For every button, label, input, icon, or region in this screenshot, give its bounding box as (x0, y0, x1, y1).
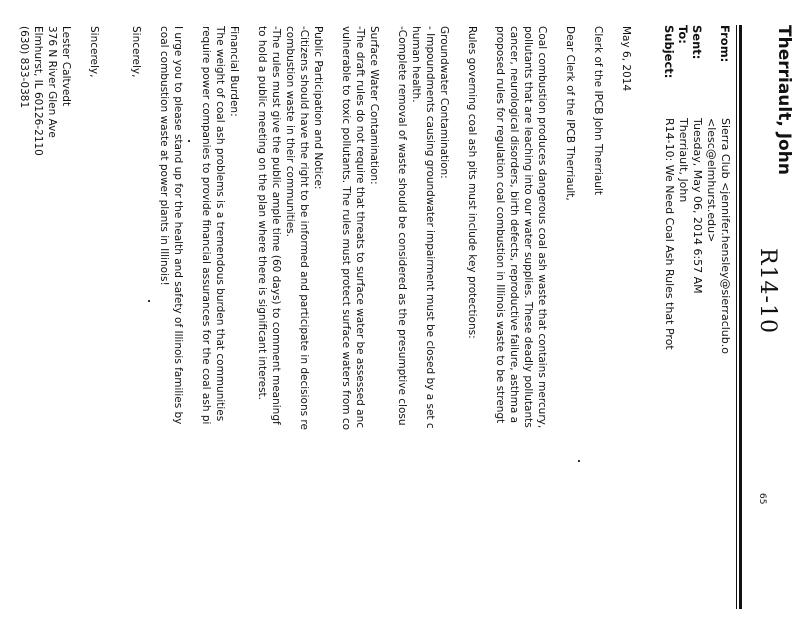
groundwater-line: - Impoundments causing groundwater impairment must be closed by a set c (424, 26, 436, 429)
rules-intro: Rules governing coal ash pits must include key protections: (466, 26, 478, 339)
public-participation-line: -Citizens should have the right to be informed and participate in decisions re (298, 26, 310, 430)
to-label: To: (676, 25, 690, 44)
to-value: Therriault, John (677, 118, 690, 203)
closing-salutation: Sincerely, (88, 26, 100, 78)
scan-speck (148, 300, 150, 302)
financial-line: The weight of coal ash problems is a tremendous burden that communities (214, 26, 226, 422)
signature-name: Lester Caltvedt (60, 26, 72, 107)
public-participation-line: to hold a public meeting on the plan where there is significant interest. (256, 26, 268, 401)
intro-line: Coal combustion produces dangerous coal ash waste that contains mercury, (536, 26, 548, 429)
signature-city: Elmhurst, IL 60126-2110 (32, 26, 44, 156)
document-number: R14-10 (755, 248, 780, 334)
surface-water-line: vulnerable to toxic pollutants. The rules must protect surface waters from co (340, 26, 352, 431)
subject-value: R14-10: We Need Coal Ash Rules that Prot (663, 118, 676, 350)
public-participation-line: combustion waste in their communities. (284, 26, 296, 237)
salutation: Dear Clerk of the IPCB Therriault, (564, 26, 576, 201)
page-number: 65 (757, 493, 767, 505)
financial-heading: Financial Burden: (228, 26, 240, 117)
sender-name-heading: Therriault, John (774, 25, 794, 175)
signature-phone: (630) 833-0381 (18, 26, 30, 109)
groundwater-heading: Groundwater Contamination: (438, 26, 450, 179)
signature-address: 376 N River Glen Ave (46, 26, 58, 138)
public-participation-line: -The rules must give the public ample time (60 days) to comment meaningf (270, 26, 282, 425)
from-email: <lesc@elmhurst.edu> (705, 118, 718, 243)
sent-label: Sent: (690, 25, 704, 60)
groundwater-line: -Complete removal of waste should be considered as the presumptive closu (396, 26, 408, 426)
closing-urge-line: I urge you to please stand up for the health and safety of Illinois families by (172, 26, 184, 425)
closing-urge-line: coal combustion waste at power plants in Illinois! (158, 26, 170, 286)
subject-label: Subject: (662, 25, 676, 79)
recipient-line: Clerk of the IPCB John Therriault (592, 26, 604, 195)
groundwater-line: human health. (410, 26, 422, 103)
scan-speck (578, 460, 580, 462)
surface-water-heading: Surface Water Contamination: (368, 26, 380, 185)
from-label: From: (718, 25, 732, 63)
header-rule-thick (739, 25, 742, 609)
intro-line: pollutants that are leaching into our water supplies. These deadly pollutants (522, 26, 534, 428)
surface-water-line: -The draft rules do not require that threats to surface water be assessed anc (354, 26, 366, 429)
closing-salutation: Sincerely, (130, 26, 142, 78)
financial-line: require power companies to provide financial assurances for the coal ash pi (200, 26, 212, 425)
intro-line: proposed rules for regulation coal combustion in Illinois waste to be strengt (494, 26, 506, 424)
sent-value: Tuesday, May 06, 2014 6:57 AM (691, 118, 704, 294)
from-value: Sierra Club <jennifer.hensley@sierraclub.o (719, 118, 732, 354)
header-rule-thin (736, 25, 737, 609)
intro-line: cancer, neurological disorders, birth defects, reproductive failure, asthma a (508, 26, 520, 424)
scan-speck (188, 140, 190, 142)
public-participation-heading: Public Participation and Notice: (312, 26, 324, 190)
letter-date: May 6, 2014 (620, 26, 632, 92)
